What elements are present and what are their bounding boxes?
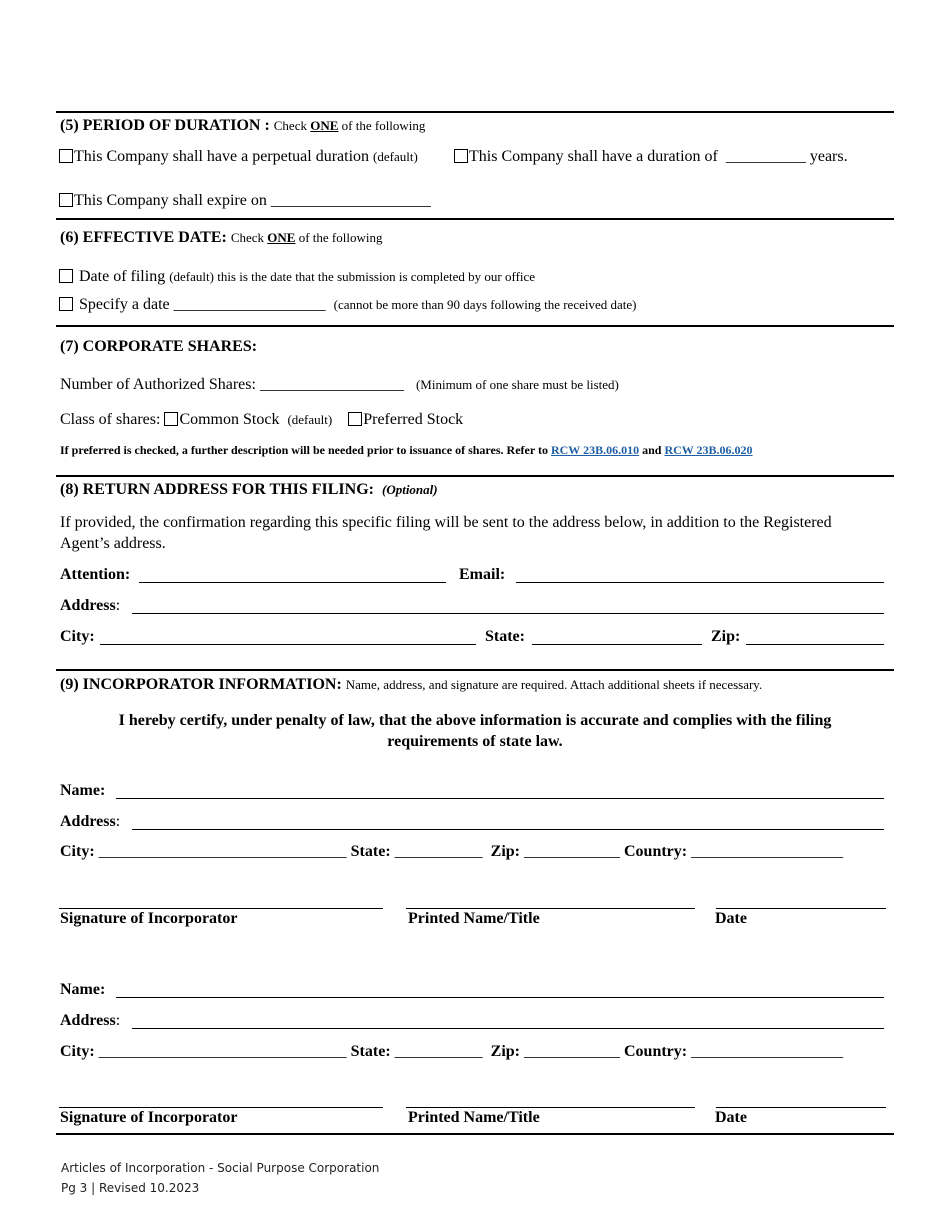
section8-desc1: If provided, the confirmation regarding this specific filing will be sent to the address below, in addition to the Registered xyxy=(60,514,832,531)
divider-bottom xyxy=(56,1133,894,1135)
inc1-zip-input[interactable]: ____________ xyxy=(523,843,620,860)
inc1-address-input[interactable] xyxy=(132,829,884,830)
specify-label: Specify a date xyxy=(79,296,170,313)
specify-date-input[interactable]: ___________________ xyxy=(173,296,326,313)
duration-perpetual-option xyxy=(59,148,418,166)
section5-title: (5) PERIOD OF DURATION : xyxy=(60,117,270,134)
inc2-printed-label: Printed Name/Title xyxy=(408,1109,540,1126)
inc2-country-input[interactable]: ___________________ xyxy=(691,1043,844,1060)
section8-optional: (Optional) xyxy=(381,482,438,497)
years-label: years. xyxy=(809,148,848,165)
return-address-label: Address xyxy=(60,597,116,614)
inc2-city-label: City: xyxy=(60,1043,95,1060)
divider-7 xyxy=(56,325,894,327)
return-address-label-row xyxy=(60,597,120,615)
inc1-address-label-row xyxy=(60,813,120,831)
return-address-colon: : xyxy=(115,597,121,614)
section8-header xyxy=(60,481,438,499)
return-zip-label: Zip: xyxy=(711,628,741,645)
filing-checkbox[interactable] xyxy=(59,269,73,283)
inc2-date-label: Date xyxy=(715,1109,747,1126)
inc2-city-input[interactable]: _______________________________ xyxy=(98,1043,347,1060)
return-state-label: State: xyxy=(485,628,525,645)
specify-note: (cannot be more than 90 days following the received date) xyxy=(333,297,637,312)
section5-header xyxy=(60,117,425,135)
rcw-link-1[interactable]: RCW 23B.06.010 xyxy=(550,443,640,457)
return-city-input[interactable] xyxy=(100,644,476,645)
inc2-printed-name-line[interactable] xyxy=(406,1107,695,1108)
inc1-date-line[interactable] xyxy=(716,908,886,909)
inc2-address-colon: : xyxy=(115,1012,121,1029)
divider-top xyxy=(56,111,894,113)
inc2-name-input[interactable] xyxy=(116,997,884,998)
authorized-shares-row xyxy=(60,376,619,394)
certify-line1: I hereby certify, under penalty of law, that the above information is accurate and complies with the filing xyxy=(118,712,832,729)
class-of-shares-row xyxy=(60,411,463,429)
section6-instr-post: of the following xyxy=(295,230,383,245)
years-input[interactable]: __________ xyxy=(725,148,806,165)
inc1-date-label: Date xyxy=(715,910,747,927)
duration-expire-option xyxy=(59,192,431,210)
inc1-state-label: State: xyxy=(350,843,391,860)
certify-line2: requirements of state law. xyxy=(387,733,563,750)
attention-label: Attention: xyxy=(60,566,131,583)
section8-desc2: Agent’s address. xyxy=(60,535,166,552)
inc2-address-label: Address xyxy=(60,1012,116,1029)
divider-6 xyxy=(56,218,894,220)
inc1-country-label: Country: xyxy=(623,843,688,860)
filing-label: Date of filing xyxy=(79,268,166,285)
inc1-city-label: City: xyxy=(60,843,95,860)
expire-checkbox[interactable] xyxy=(59,193,73,207)
section6-instr-one: ONE xyxy=(267,230,296,245)
preferred-note-row xyxy=(60,443,753,458)
inc1-name-input[interactable] xyxy=(116,798,884,799)
effective-filing-option xyxy=(59,268,535,286)
inc2-signature-line[interactable] xyxy=(59,1107,383,1108)
return-state-input[interactable] xyxy=(532,644,702,645)
perpetual-checkbox[interactable] xyxy=(59,149,73,163)
inc1-name-label: Name: xyxy=(60,782,106,799)
inc2-city-row xyxy=(60,1043,843,1061)
perpetual-default: (default) xyxy=(373,149,418,164)
return-address-input[interactable] xyxy=(132,613,884,614)
perpetual-label: This Company shall have a perpetual duration xyxy=(74,148,370,165)
return-city-label: City: xyxy=(60,628,95,645)
common-stock-checkbox[interactable] xyxy=(164,412,178,426)
preferred-stock-label: Preferred Stock xyxy=(363,411,464,428)
common-stock-label: Common Stock xyxy=(179,411,280,428)
inc2-signature-label: Signature of Incorporator xyxy=(60,1109,238,1126)
duration-years-label: This Company shall have a duration of xyxy=(469,148,718,165)
section5-instr-pre: Check xyxy=(273,118,311,133)
inc1-zip-label: Zip: xyxy=(490,843,520,860)
attention-input[interactable] xyxy=(139,582,446,583)
section5-instr-one: ONE xyxy=(310,118,339,133)
authorized-shares-note: (Minimum of one share must be listed) xyxy=(415,377,619,392)
inc2-state-label: State: xyxy=(350,1043,391,1060)
section7-title: (7) CORPORATE SHARES: xyxy=(60,338,258,355)
authorized-shares-input[interactable]: __________________ xyxy=(259,376,404,393)
class-of-shares-label: Class of shares: xyxy=(60,411,161,428)
inc1-address-label: Address xyxy=(60,813,116,830)
inc1-country-input[interactable]: ___________________ xyxy=(691,843,844,860)
section9-note: Name, address, and signature are required. Attach additional sheets if necessary. xyxy=(345,677,763,692)
inc1-address-colon: : xyxy=(115,813,121,830)
inc1-signature-line[interactable] xyxy=(59,908,383,909)
section6-header xyxy=(60,229,382,247)
footer-title: Articles of Incorporation - Social Purpose Corporation xyxy=(61,1161,380,1175)
section6-instr-pre: Check xyxy=(230,230,268,245)
email-label: Email: xyxy=(459,566,506,583)
section9-title: (9) INCORPORATOR INFORMATION: xyxy=(60,676,342,693)
preferred-note: If preferred is checked, a further description will be needed prior to issuance of shares. Refer to xyxy=(60,443,548,457)
inc1-printed-label: Printed Name/Title xyxy=(408,910,540,927)
inc1-signature-label: Signature of Incorporator xyxy=(60,910,238,927)
divider-8 xyxy=(56,475,894,477)
section9-header xyxy=(60,676,762,694)
duration-years-option xyxy=(454,148,848,166)
and-text: and xyxy=(642,443,662,457)
duration-years-checkbox[interactable] xyxy=(454,149,468,163)
section5-instr-post: of the following xyxy=(338,118,426,133)
inc2-address-input[interactable] xyxy=(132,1028,884,1029)
rcw-link-2[interactable]: RCW 23B.06.020 xyxy=(664,443,753,457)
inc2-name-label: Name: xyxy=(60,981,106,998)
inc2-country-label: Country: xyxy=(623,1043,688,1060)
expire-date-input[interactable]: ____________________ xyxy=(270,192,431,209)
inc2-address-label-row xyxy=(60,1012,120,1030)
filing-note: (default) this is the date that the submission is completed by our office xyxy=(169,269,536,284)
section8-title: (8) RETURN ADDRESS FOR THIS FILING: xyxy=(60,481,374,498)
inc1-city-row xyxy=(60,843,843,861)
common-stock-default: (default) xyxy=(287,412,333,427)
expire-label: This Company shall expire on xyxy=(74,192,267,209)
specify-checkbox[interactable] xyxy=(59,297,73,311)
inc2-state-input[interactable]: ___________ xyxy=(394,1043,483,1060)
inc2-zip-input[interactable]: ____________ xyxy=(523,1043,620,1060)
inc2-date-line[interactable] xyxy=(716,1107,886,1108)
inc1-printed-name-line[interactable] xyxy=(406,908,695,909)
effective-specify-option xyxy=(59,296,636,314)
footer-page: Pg 3 | Revised 10.2023 xyxy=(61,1181,200,1195)
return-zip-input[interactable] xyxy=(746,644,884,645)
inc1-city-input[interactable]: _______________________________ xyxy=(98,843,347,860)
section6-title: (6) EFFECTIVE DATE: xyxy=(60,229,227,246)
authorized-shares-label: Number of Authorized Shares: xyxy=(60,376,256,393)
inc1-state-input[interactable]: ___________ xyxy=(394,843,483,860)
email-input[interactable] xyxy=(516,582,884,583)
inc2-zip-label: Zip: xyxy=(490,1043,520,1060)
divider-9 xyxy=(56,669,894,671)
preferred-stock-checkbox[interactable] xyxy=(348,412,362,426)
